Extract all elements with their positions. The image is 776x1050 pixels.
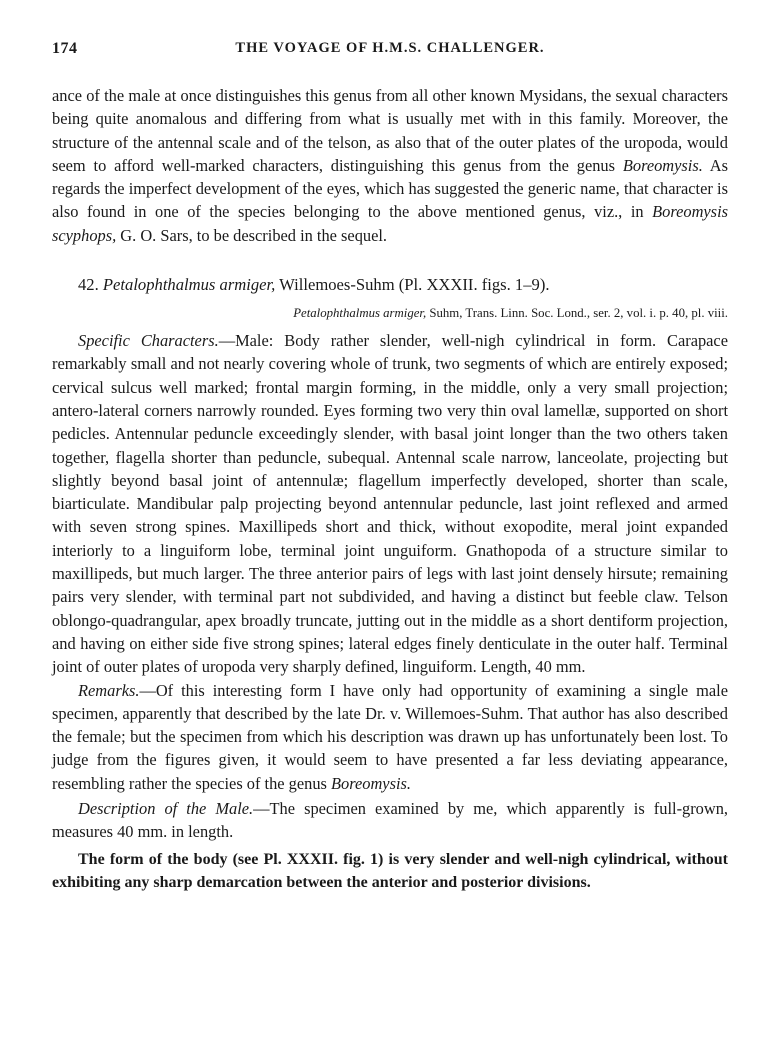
species-author-plate: Willemoes-Suhm (Pl. XXXII. figs. 1–9). <box>279 275 550 295</box>
description-paragraph <box>52 797 728 844</box>
specific-characters-label: Specific Characters. <box>78 331 219 351</box>
intro-text-2: As regards the imperfect development of the eyes, which has suggested the generic name, that character is also found in one of the species belonging to the above mentioned genus, viz., in <box>52 155 728 222</box>
body-form-text: The form of the body (see Pl. XXXII. fig. 1) is very slender and well-nigh cylindrical, without exhibiting any sharp demarcation between the anterior and posterior divisions. <box>52 850 728 891</box>
specific-characters-text: —Male: Body rather slender, well-nigh cylindrical in form. Carapace remarkably small and not nearly covering whole of trunk, two segments of which are entirely exposed; cervical sulcus well marked; frontal margin forming, in the middle, only a very small projection; antero-lateral corners narrowly rounded. Eyes forming two very thin oval lamellæ, supported on short pedicles. Antennular peduncle exceedingly slender, with basal joint longer than the two others taken together, flagella shorter than peduncle, subequal. Antennal scale narrow, lanceolate, projecting but slightly beyond basal joint of antennulæ; flagellum imperfectly developed, shorter than scale, biarticulate. Mandibular palp projecting beyond antennular peduncle, last joint reflexed and armed with seven strong spines. Maxillipeds short and thick, without exopodite, meral joint expanded interiorly to a linguiform lobe, terminal joint unguiform. Gnathopoda of a structure similar to maxillipeds, but much larger. The three anterior pairs of legs with last joint densely hirsute; remaining pairs very slender, with terminal part not subdivided, and having a distinct but feeble claw. Telson oblongo-quadrangular, apex broadly truncate, jutting out in the middle as a short dentiform projection, and having on either side five strong spines; lateral edges finely denticulate in the outer half. Terminal joint of outer plates of uropoda very sharply defined, linguiform. Length, 40 mm. <box>52 331 728 677</box>
synonym-reference <box>52 303 728 323</box>
body-form-paragraph <box>52 848 728 895</box>
remarks-genus-name: Boreomysis. <box>331 773 411 793</box>
species-number: 42. <box>78 275 99 295</box>
page-number: 174 <box>52 40 78 57</box>
intro-genus-name: Boreomysis. <box>622 155 703 175</box>
intro-paragraph <box>52 84 728 247</box>
intro-text-3: G. O. Sars, to be described in the sequel. <box>116 225 388 245</box>
remarks-text: —Of this interesting form I have only had opportunity of examining a single male specimen, apparently that described by the late Dr. v. Willemoes-Suhm. That author has also described the female; but the specimen from which his description was drawn up has unfortunately been lost. To judge from the figures given, it would seem to have presented a far less deviating appearance, resembling rather the species of the genus <box>52 680 728 793</box>
intro-text-1: ance of the male at once distinguishes this genus from all other known Mysidans, the sexual characters being quite anomalous and differing from what is usually met with in this family. Moreover, the structure of the antennal scale and of the telson, as also that of the outer plates of the uropoda, would seem to afford well-marked characters, distinguishing this genus from the genus <box>52 86 728 175</box>
specific-characters-paragraph <box>52 329 728 678</box>
remarks-label: Remarks. <box>78 680 140 700</box>
description-label: Description of the Male. <box>78 799 254 819</box>
description-text: —The specimen examined by me, which apparently is full-grown, measures 40 mm. in length. <box>52 799 729 842</box>
header-title: THE VOYAGE OF H.M.S. CHALLENGER. <box>235 40 545 56</box>
remarks-paragraph <box>52 679 728 795</box>
page <box>52 40 728 894</box>
intro-species-name: Boreomysis scyphops, <box>52 202 728 245</box>
species-heading <box>52 273 728 297</box>
reference-name: Petalophthalmus armiger, <box>293 306 427 321</box>
reference-text: Suhm, Trans. Linn. Soc. Lond., ser. 2, vol. i. p. 40, pl. viii. <box>429 306 728 321</box>
species-name: Petalophthalmus armiger, <box>102 275 276 295</box>
running-head <box>52 40 728 66</box>
